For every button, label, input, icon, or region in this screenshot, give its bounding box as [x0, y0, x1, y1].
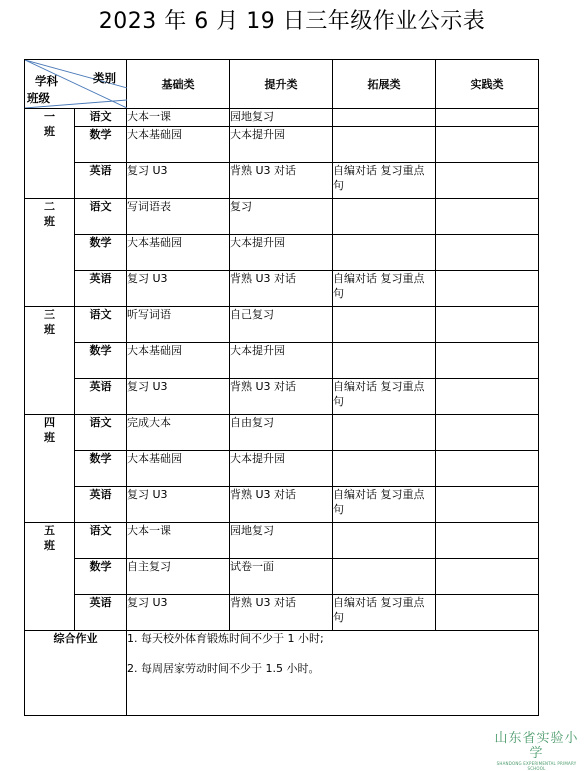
corner-header — [25, 60, 127, 109]
homework-cell-extended: 自编对话 复习重点句 — [333, 595, 436, 631]
subject-cell: 数学 — [75, 451, 127, 487]
homework-cell-basic: 大本基础园 — [127, 343, 230, 379]
homework-cell-practice — [436, 523, 539, 559]
homework-cell-advanced: 大本提升园 — [230, 451, 333, 487]
subject-cell: 语文 — [75, 199, 127, 235]
table-row — [25, 487, 539, 523]
table-row — [25, 595, 539, 631]
table-row — [25, 379, 539, 415]
page-title: 2023 年 6 月 19 日三年级作业公示表 — [98, 9, 486, 34]
homework-cell-extended: 自编对话 复习重点句 — [333, 163, 436, 199]
homework-cell-practice — [436, 415, 539, 451]
homework-cell-basic: 听写词语 — [127, 307, 230, 343]
column-header-advanced: 提升类 — [230, 60, 333, 109]
table-row — [25, 451, 539, 487]
class-name-cell: 一 班 — [25, 109, 75, 199]
homework-cell-advanced: 背熟 U3 对话 — [230, 271, 333, 307]
subject-cell: 数学 — [75, 127, 127, 163]
homework-cell-practice — [436, 127, 539, 163]
homework-cell-practice — [436, 271, 539, 307]
homework-cell-basic: 复习 U3 — [127, 595, 230, 631]
homework-table — [24, 59, 539, 716]
logo-english-name: SHANDONG EXPERIMENTAL PRIMARY SCHOOL — [496, 761, 577, 771]
homework-cell-advanced: 自己复习 — [230, 307, 333, 343]
homework-cell-advanced: 试卷一面 — [230, 559, 333, 595]
homework-cell-advanced: 背熟 U3 对话 — [230, 379, 333, 415]
homework-cell-practice — [436, 595, 539, 631]
homework-cell-extended — [333, 523, 436, 559]
homework-cell-advanced: 背熟 U3 对话 — [230, 487, 333, 523]
subject-cell: 英语 — [75, 379, 127, 415]
homework-cell-basic: 复习 U3 — [127, 271, 230, 307]
homework-cell-basic: 大本基础园 — [127, 127, 230, 163]
header-row — [25, 60, 539, 109]
homework-cell-practice — [436, 109, 539, 127]
class-name-cell: 四 班 — [25, 415, 75, 523]
summary-row — [25, 631, 539, 716]
table-row — [25, 307, 539, 343]
homework-cell-basic: 完成大本 — [127, 415, 230, 451]
table-row — [25, 343, 539, 379]
table-row — [25, 199, 539, 235]
homework-cell-extended — [333, 199, 436, 235]
homework-cell-advanced: 园地复习 — [230, 523, 333, 559]
homework-cell-advanced: 自由复习 — [230, 415, 333, 451]
homework-cell-basic: 大本一课 — [127, 523, 230, 559]
subject-cell: 英语 — [75, 163, 127, 199]
corner-class-label: 班级 — [27, 91, 50, 105]
homework-cell-advanced: 大本提升园 — [230, 235, 333, 271]
homework-cell-practice — [436, 199, 539, 235]
subject-cell: 英语 — [75, 595, 127, 631]
homework-cell-extended: 自编对话 复习重点句 — [333, 271, 436, 307]
homework-cell-basic: 大本基础园 — [127, 235, 230, 271]
logo-chinese-name: 山东省实验小学 — [494, 731, 579, 761]
column-header-extended: 拓展类 — [333, 60, 436, 109]
homework-cell-extended — [333, 415, 436, 451]
school-logo — [489, 731, 584, 771]
homework-cell-extended: 自编对话 复习重点句 — [333, 487, 436, 523]
summary-label: 综合作业 — [25, 631, 127, 716]
homework-cell-practice — [436, 163, 539, 199]
homework-cell-advanced: 大本提升园 — [230, 127, 333, 163]
column-header-practice: 实践类 — [436, 60, 539, 109]
class-name-cell: 三 班 — [25, 307, 75, 415]
homework-cell-basic: 写词语表 — [127, 199, 230, 235]
homework-cell-advanced: 大本提升园 — [230, 343, 333, 379]
homework-cell-extended — [333, 559, 436, 595]
homework-cell-extended — [333, 307, 436, 343]
table-row — [25, 109, 539, 127]
table-row — [25, 559, 539, 595]
homework-cell-advanced: 园地复习 — [230, 109, 333, 127]
homework-cell-advanced: 背熟 U3 对话 — [230, 595, 333, 631]
homework-cell-extended — [333, 343, 436, 379]
homework-cell-basic: 大本基础园 — [127, 451, 230, 487]
subject-cell: 语文 — [75, 307, 127, 343]
homework-cell-advanced: 背熟 U3 对话 — [230, 163, 333, 199]
subject-cell: 数学 — [75, 559, 127, 595]
table-row — [25, 271, 539, 307]
table-row — [25, 415, 539, 451]
table-row — [25, 163, 539, 199]
homework-cell-extended — [333, 109, 436, 127]
homework-cell-basic: 大本一课 — [127, 109, 230, 127]
subject-cell: 语文 — [75, 109, 127, 127]
summary-note: 1. 每天校外体育锻炼时间不少于 1 小时; — [127, 632, 324, 645]
homework-cell-extended — [333, 127, 436, 163]
homework-cell-practice — [436, 559, 539, 595]
summary-note: 2. 每周居家劳动时间不少于 1.5 小时。 — [127, 662, 320, 675]
subject-cell: 英语 — [75, 487, 127, 523]
homework-cell-practice — [436, 235, 539, 271]
homework-cell-practice — [436, 343, 539, 379]
table-row — [25, 235, 539, 271]
homework-cell-advanced: 复习 — [230, 199, 333, 235]
homework-cell-basic: 自主复习 — [127, 559, 230, 595]
corner-category-label: 类别 — [93, 71, 116, 85]
summary-notes — [127, 631, 539, 716]
subject-cell: 数学 — [75, 235, 127, 271]
homework-cell-basic: 复习 U3 — [127, 487, 230, 523]
subject-cell: 英语 — [75, 271, 127, 307]
homework-cell-practice — [436, 379, 539, 415]
column-header-basic: 基础类 — [127, 60, 230, 109]
homework-cell-basic: 复习 U3 — [127, 379, 230, 415]
homework-cell-extended — [333, 451, 436, 487]
homework-cell-extended — [333, 235, 436, 271]
table-row — [25, 127, 539, 163]
homework-cell-practice — [436, 487, 539, 523]
class-name-cell: 二 班 — [25, 199, 75, 307]
subject-cell: 数学 — [75, 343, 127, 379]
subject-cell: 语文 — [75, 523, 127, 559]
homework-cell-basic: 复习 U3 — [127, 163, 230, 199]
homework-cell-extended: 自编对话 复习重点句 — [333, 379, 436, 415]
table-row — [25, 523, 539, 559]
subject-cell: 语文 — [75, 415, 127, 451]
homework-cell-practice — [436, 451, 539, 487]
corner-subject-label: 学科 — [35, 74, 58, 88]
homework-cell-practice — [436, 307, 539, 343]
class-name-cell: 五 班 — [25, 523, 75, 631]
